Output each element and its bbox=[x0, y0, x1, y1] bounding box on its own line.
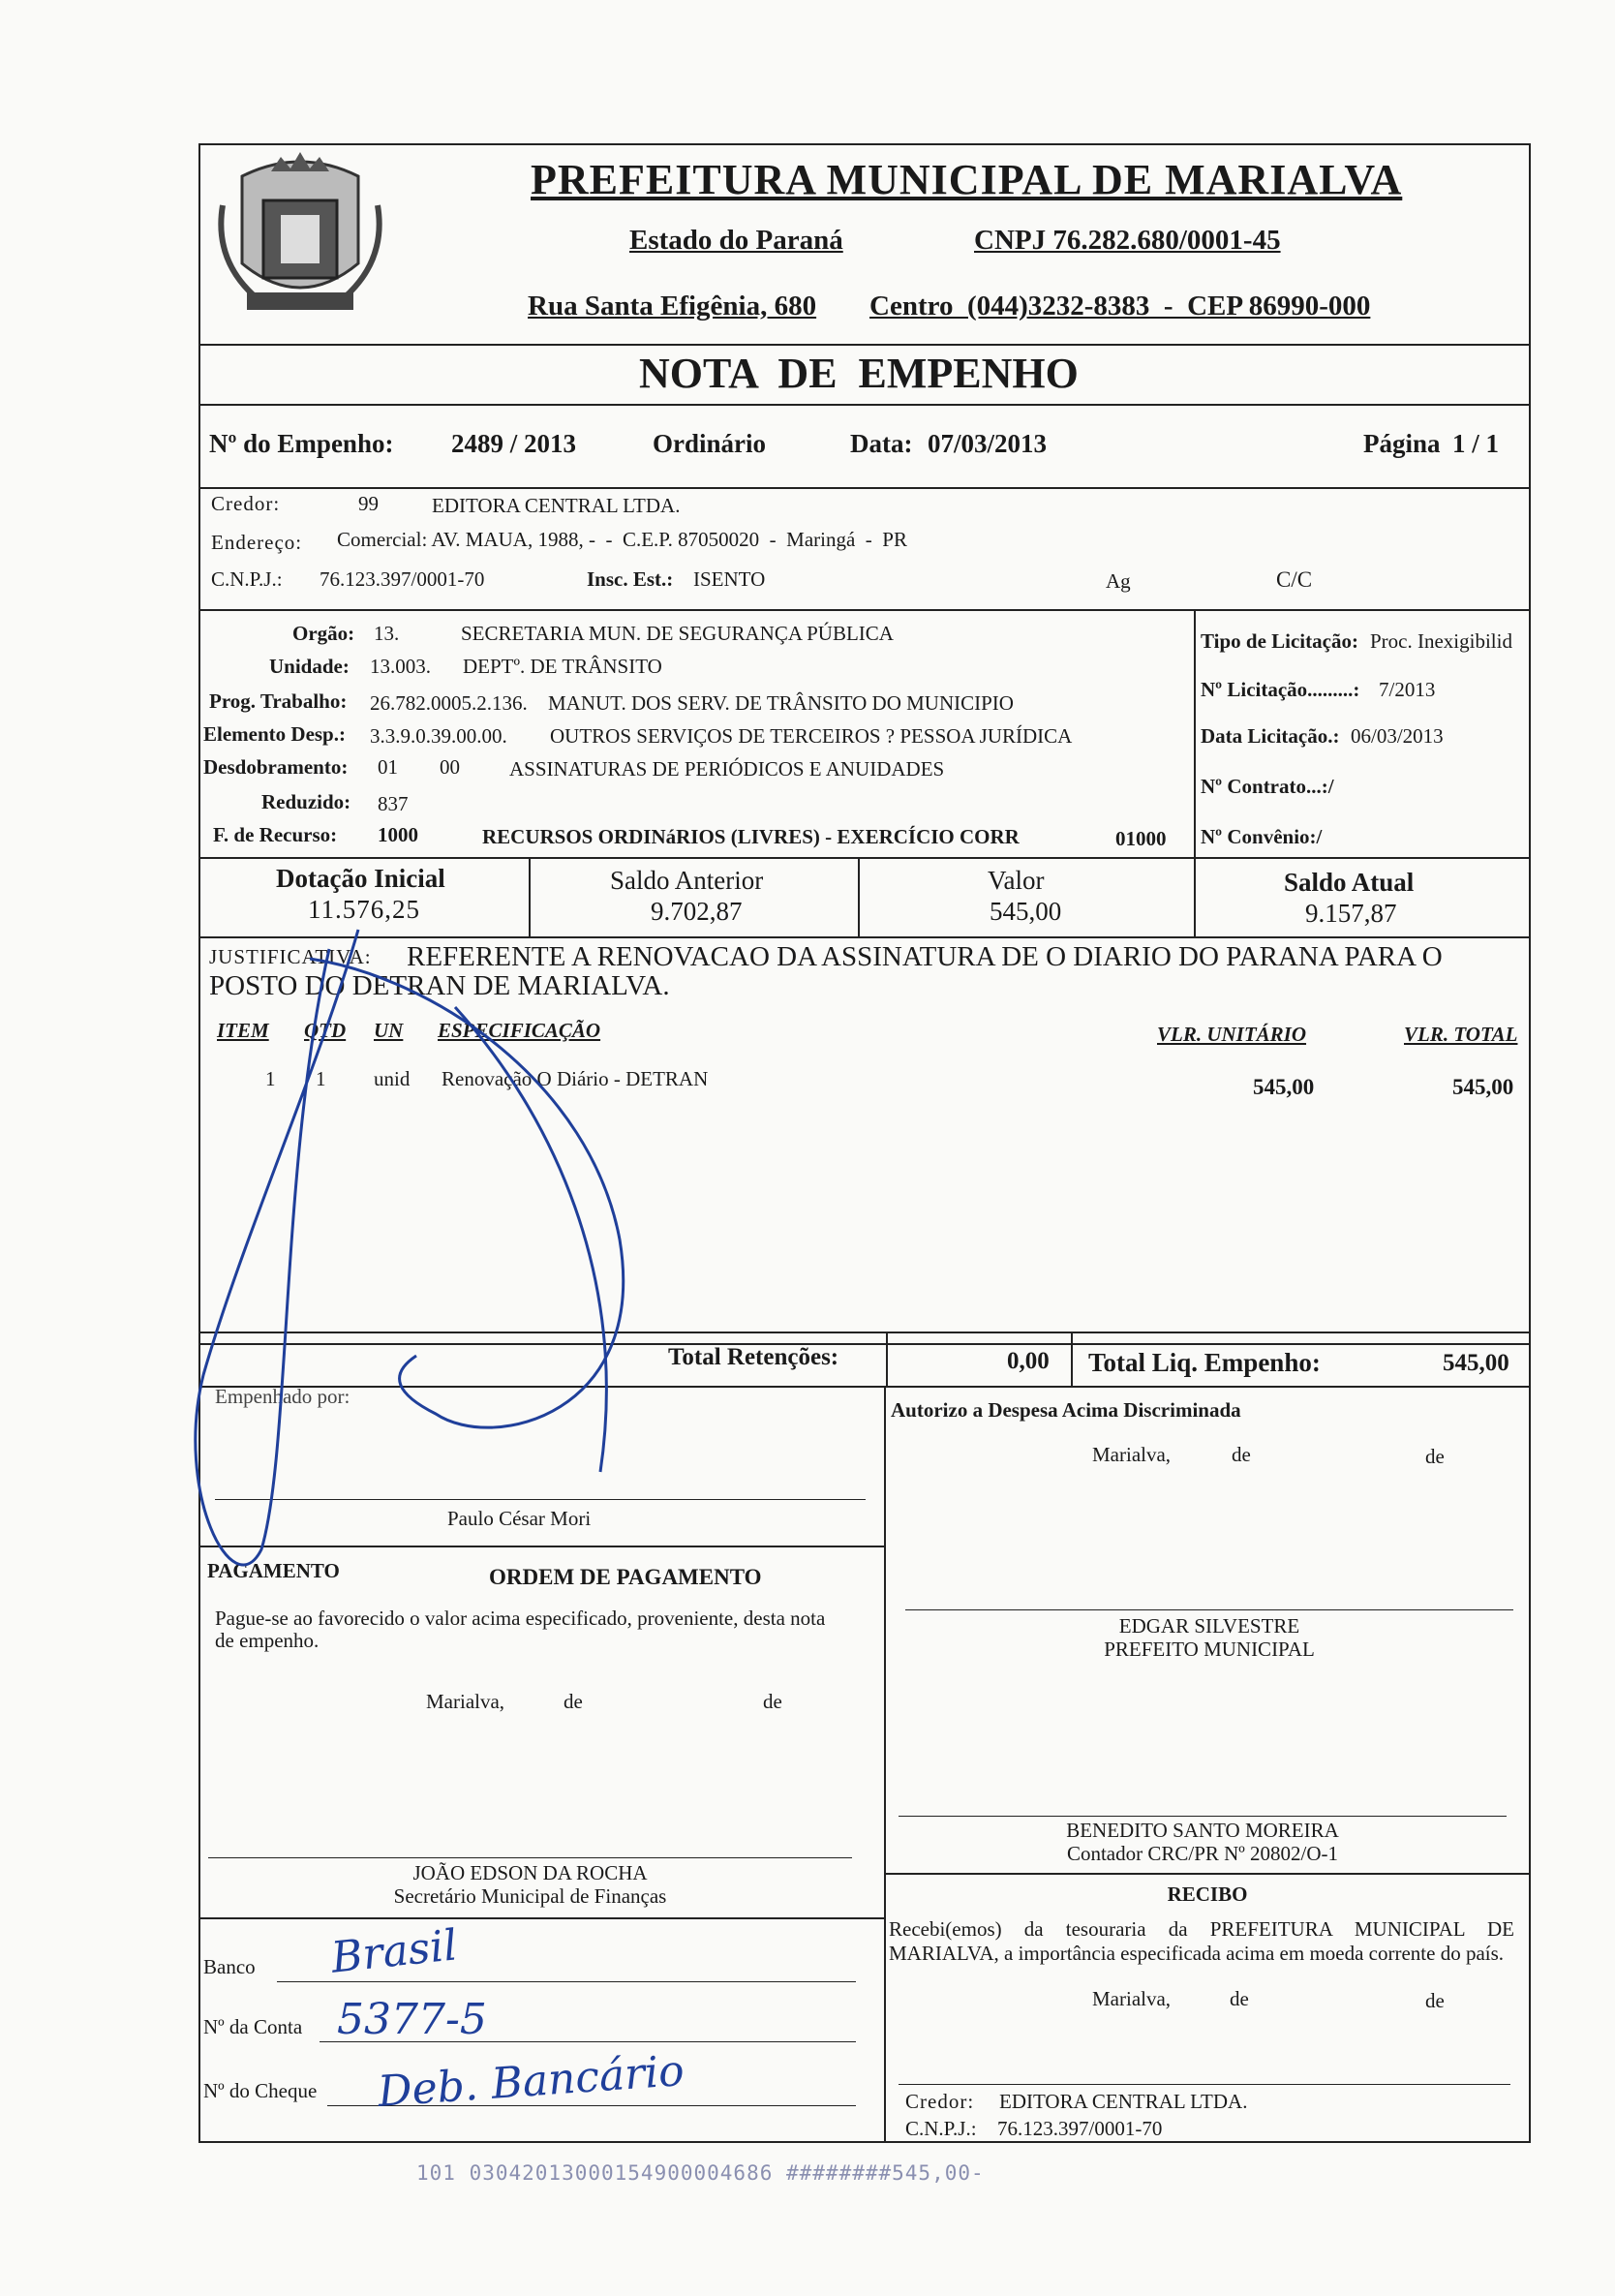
empenho-type: Ordinário bbox=[653, 429, 767, 458]
col-item: ITEM bbox=[217, 1019, 269, 1042]
credor-code: 99 bbox=[358, 492, 379, 515]
retencoes-label: Total Retenções: bbox=[668, 1344, 839, 1370]
coat-of-arms-icon bbox=[203, 147, 397, 341]
liq-label: Total Liq. Empenho: bbox=[1088, 1348, 1321, 1377]
header-street: Rua Santa Efigênia, 680 bbox=[528, 291, 817, 321]
contrato-label: Nº Contrato...:/ bbox=[1201, 775, 1334, 798]
contador-role: Contador CRC/PR Nº 20802/O-1 bbox=[1066, 1842, 1339, 1865]
elem-code: 3.3.9.0.39.00.00. bbox=[370, 724, 507, 748]
recurso-label: F. de Recurso: bbox=[213, 823, 338, 846]
ag-label: Ag bbox=[1106, 569, 1131, 593]
recibo-credor-label: Credor: bbox=[905, 2090, 975, 2113]
pagamento-text: Pague-se ao favorecido o valor acima especificado, proveniente, desta nota de empenho. bbox=[215, 1607, 826, 1652]
orgao-name: SECRETARIA MUN. DE SEGURANÇA PÚBLICA bbox=[461, 622, 894, 645]
cheque-label: Nº do Cheque bbox=[203, 2079, 318, 2102]
insc-label: Insc. Est.: bbox=[587, 567, 674, 591]
credor-name: EDITORA CENTRAL LTDA. bbox=[432, 494, 681, 517]
item-unit-value: 545,00 bbox=[1253, 1075, 1315, 1099]
recibo-de2: de bbox=[1425, 1989, 1445, 2012]
recurso-name: RECURSOS ORDINáRIOS (LIVRES) - EXERCÍCIO CORR bbox=[482, 825, 1020, 848]
cnpj-value: 76.123.397/0001-70 bbox=[320, 567, 485, 591]
autorizo-de2: de bbox=[1425, 1445, 1445, 1468]
empenho-number: 2489 / 2013 bbox=[451, 429, 577, 458]
item-number: 1 bbox=[265, 1067, 276, 1090]
prog-label: Prog. Trabalho: bbox=[209, 689, 348, 713]
banco-handwritten: Brasil bbox=[328, 1920, 460, 1983]
recibo-cnpj-label: C.N.P.J.: bbox=[905, 2117, 977, 2140]
pagamento-de1: de bbox=[564, 1690, 583, 1713]
recibo-credor: EDITORA CENTRAL LTDA. bbox=[999, 2090, 1248, 2113]
empenhado-name: Paulo César Mori bbox=[447, 1507, 592, 1530]
elem-name: OUTROS SERVIÇOS DE TERCEIROS ? PESSOA JURÍDICA bbox=[550, 724, 1073, 748]
pagamento-de2: de bbox=[763, 1690, 782, 1713]
header-address: Centro (044)3232-8383 - CEP 86990-000 bbox=[869, 291, 1371, 321]
cnpj-label: C.N.P.J.: bbox=[211, 567, 283, 591]
item-esp: Renovação O Diário - DETRAN bbox=[442, 1067, 709, 1090]
pagamento-label: PAGAMENTO bbox=[207, 1559, 340, 1582]
col-esp: ESPECIFICAÇÃO bbox=[438, 1019, 601, 1042]
licitacao-data-value: 06/03/2013 bbox=[1351, 724, 1444, 748]
cheque-handwritten: Deb. Bancário bbox=[376, 2046, 686, 2117]
orgao-code: 13. bbox=[374, 622, 400, 645]
desd-code2: 00 bbox=[440, 755, 460, 779]
retencoes-value: 0,00 bbox=[1007, 1348, 1050, 1374]
cc-label: C/C bbox=[1276, 567, 1313, 592]
insc-value: ISENTO bbox=[693, 567, 766, 591]
orgao-label: Orgão: bbox=[292, 622, 355, 645]
endereco-value: Comercial: AV. MAUA, 1988, - - C.E.P. 87050020 - Maringá - PR bbox=[337, 528, 907, 551]
reduzido-label: Reduzido: bbox=[261, 790, 351, 813]
empenho-number-label: Nº do Empenho: bbox=[209, 429, 394, 458]
valor-label: Valor bbox=[988, 866, 1045, 895]
desd-label: Desdobramento: bbox=[203, 755, 349, 779]
col-qtd: QTD bbox=[304, 1019, 347, 1042]
empenho-date: 07/03/2013 bbox=[928, 429, 1048, 458]
liq-value: 545,00 bbox=[1443, 1350, 1509, 1376]
secretario-role: Secretário Municipal de Finanças bbox=[393, 1884, 667, 1908]
licitacao-numero-label: Nº Licitação.........: bbox=[1201, 678, 1360, 701]
autorizo-label: Autorizo a Despesa Acima Discriminada bbox=[891, 1398, 1241, 1422]
item-qtd: 1 bbox=[316, 1067, 326, 1090]
header-cnpj: CNPJ 76.282.680/0001-45 bbox=[974, 225, 1281, 256]
justification-label: JUSTIFICATIVA: bbox=[209, 945, 372, 968]
recurso-code: 1000 bbox=[378, 823, 418, 846]
secretario-name: JOÃO EDSON DA ROCHA bbox=[412, 1861, 648, 1884]
footer-code: 101 03042013000154900004686 ########545,00- bbox=[416, 2161, 985, 2185]
endereco-label: Endereço: bbox=[211, 531, 303, 554]
desd-name: ASSINATURAS DE PERIÓDICOS E ANUIDADES bbox=[509, 757, 945, 781]
recibo-title: RECIBO bbox=[1167, 1883, 1248, 1906]
dotacao-value: 11.576,25 bbox=[308, 895, 420, 924]
justification-line2: POSTO DO DETRAN DE MARIALVA. bbox=[209, 970, 670, 1001]
pagamento-title: ORDEM DE PAGAMENTO bbox=[489, 1565, 762, 1589]
conta-label: Nº da Conta bbox=[203, 2015, 303, 2038]
dotacao-label: Dotação Inicial bbox=[276, 864, 445, 893]
item-total-value: 545,00 bbox=[1452, 1075, 1514, 1099]
autorizo-place: Marialva, bbox=[1092, 1443, 1172, 1466]
prog-name: MANUT. DOS SERV. DE TRÂNSITO DO MUNICIPIO bbox=[548, 691, 1014, 715]
doc-title: NOTA DE EMPENHO bbox=[639, 350, 1079, 397]
credor-label: Credor: bbox=[211, 492, 281, 515]
licitacao-numero-value: 7/2013 bbox=[1379, 678, 1436, 701]
saldo-atual-label: Saldo Atual bbox=[1284, 868, 1415, 897]
col-unit: VLR. UNITÁRIO bbox=[1157, 1023, 1307, 1046]
banco-label: Banco bbox=[203, 1955, 256, 1978]
empenho-page-label: Página bbox=[1363, 429, 1441, 458]
recibo-de1: de bbox=[1230, 1987, 1249, 2010]
col-un: UN bbox=[374, 1019, 404, 1042]
unidade-code: 13.003. bbox=[370, 655, 431, 678]
prefeito-name: EDGAR SILVESTRE bbox=[1118, 1614, 1300, 1638]
reduzido-value: 837 bbox=[378, 792, 409, 815]
saldo-anterior-value: 9.702,87 bbox=[651, 897, 743, 926]
unidade-name: DEPTº. DE TRÂNSITO bbox=[463, 655, 662, 678]
header-state: Estado do Paraná bbox=[629, 225, 843, 256]
licitacao-data-label: Data Licitação.: bbox=[1201, 724, 1340, 748]
col-total: VLR. TOTAL bbox=[1404, 1023, 1518, 1046]
licitacao-tipo-value: Proc. Inexigibilid bbox=[1370, 629, 1512, 653]
item-un: unid bbox=[374, 1067, 411, 1090]
recibo-cnpj: 76.123.397/0001-70 bbox=[997, 2117, 1163, 2140]
prog-code: 26.782.0005.2.136. bbox=[370, 691, 528, 715]
elem-label: Elemento Desp.: bbox=[203, 722, 346, 746]
empenho-page: 1 / 1 bbox=[1452, 429, 1500, 458]
recurso-code2: 01000 bbox=[1115, 827, 1167, 850]
header-title: PREFEITURA MUNICIPAL DE MARIALVA bbox=[531, 156, 1403, 203]
signature-stroke bbox=[145, 872, 726, 1646]
licitacao-tipo-label: Tipo de Licitação: bbox=[1201, 629, 1358, 653]
desd-code1: 01 bbox=[378, 755, 398, 779]
empenhado-label: Empenhado por: bbox=[215, 1385, 350, 1408]
empenho-date-label: Data: bbox=[850, 429, 913, 458]
pagamento-place: Marialva, bbox=[426, 1690, 505, 1713]
recibo-place: Marialva, bbox=[1092, 1987, 1172, 2010]
convenio-label: Nº Convênio:/ bbox=[1201, 825, 1323, 848]
justification-line1: REFERENTE A RENOVACAO DA ASSINATURA DE O DIARIO DO PARANA PARA O bbox=[407, 941, 1443, 972]
saldo-atual-value: 9.157,87 bbox=[1305, 899, 1397, 928]
valor-value: 545,00 bbox=[990, 897, 1062, 926]
contador-name: BENEDITO SANTO MOREIRA bbox=[1066, 1819, 1339, 1842]
conta-handwritten: 5377-5 bbox=[337, 1995, 487, 2044]
recibo-text: Recebi(emos) da tesouraria da PREFEITURA MUNICIPAL DE MARIALVA, a importância especificada acima em moeda corrente do país. bbox=[889, 1917, 1514, 1965]
unidade-label: Unidade: bbox=[269, 655, 350, 678]
autorizo-de1: de bbox=[1232, 1443, 1251, 1466]
saldo-anterior-label: Saldo Anterior bbox=[610, 866, 764, 895]
prefeito-role: PREFEITO MUNICIPAL bbox=[1104, 1638, 1315, 1661]
